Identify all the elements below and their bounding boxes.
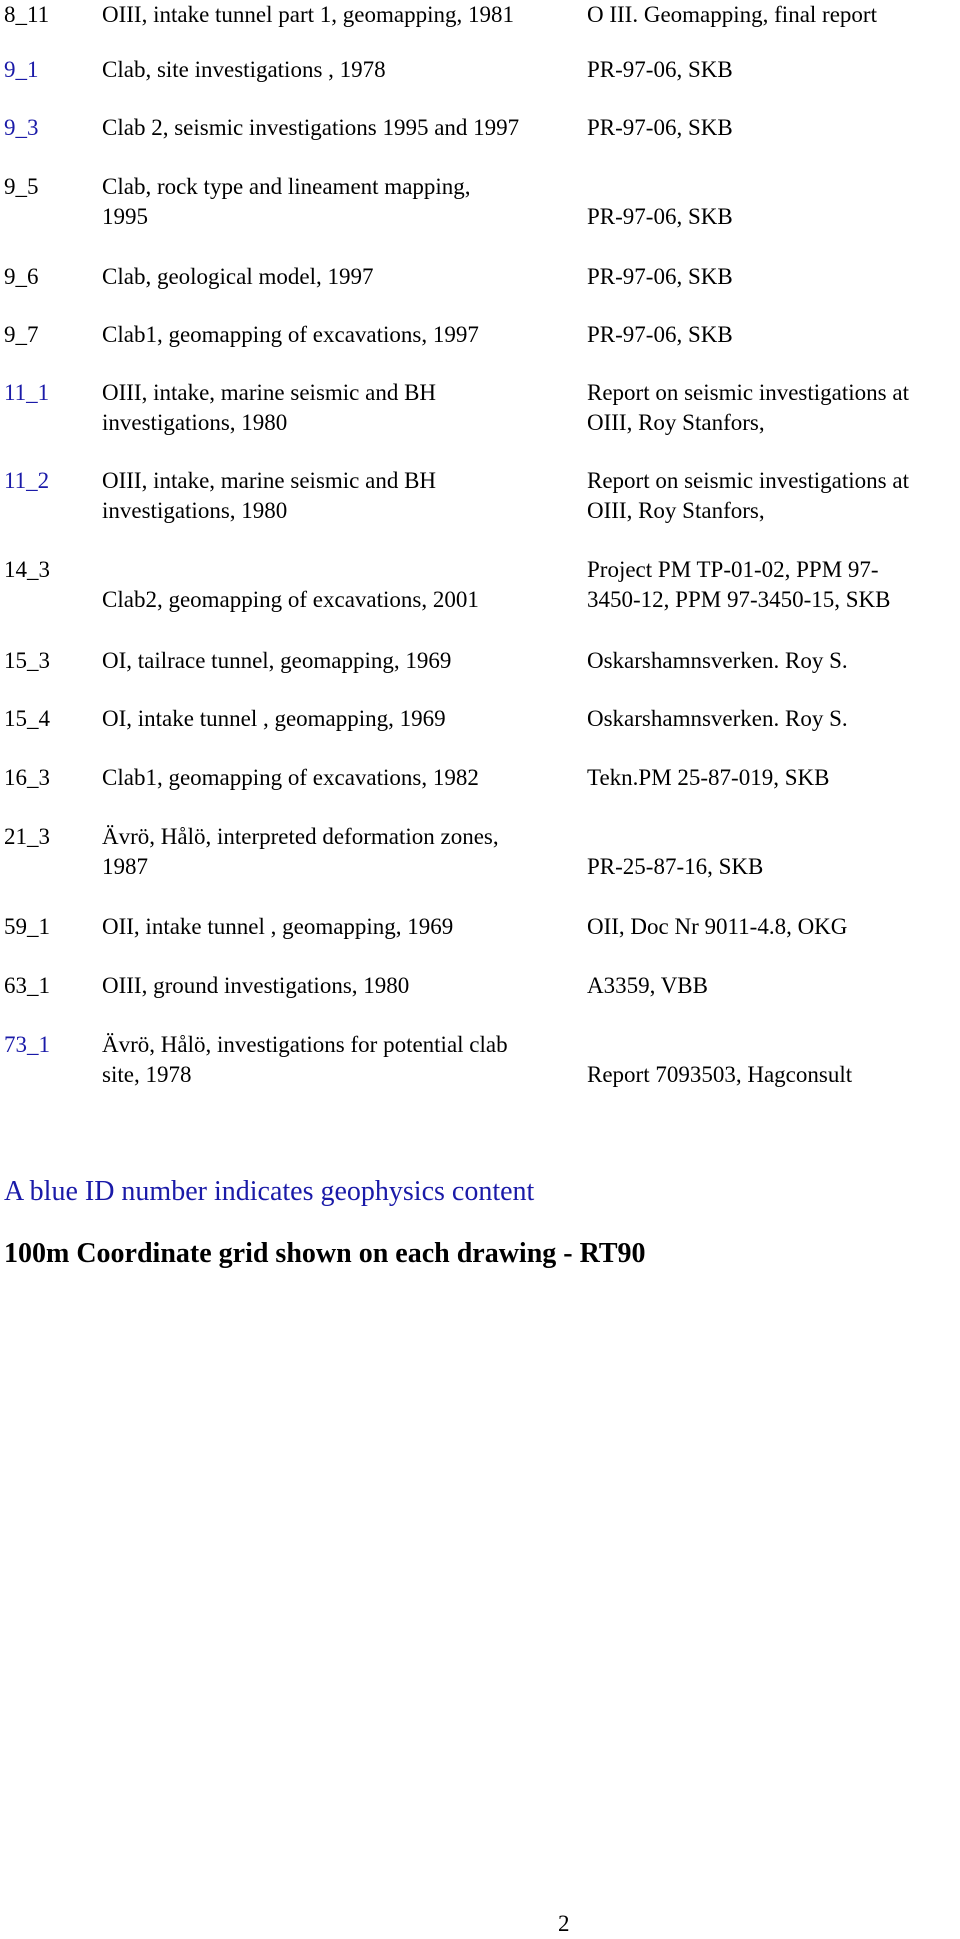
- drawing-id: 11_1: [4, 380, 50, 405]
- drawing-description: OIII, intake, marine seismic and BH investigations, 1980: [102, 468, 437, 523]
- page-number: 2: [558, 1911, 570, 1936]
- drawing-id: 73_1: [4, 1032, 50, 1057]
- drawing-description: OIII, intake tunnel part 1, geomapping, 1981: [102, 2, 514, 27]
- drawing-id: 9_3: [4, 115, 39, 140]
- drawing-description: Clab, site investigations , 1978: [102, 57, 386, 82]
- drawing-reference: OII, Doc Nr 9011-4.8, OKG: [587, 914, 848, 939]
- drawing-id: 9_1: [4, 57, 39, 82]
- drawing-reference: A3359, VBB: [587, 973, 708, 998]
- drawing-description: Clab2, geomapping of excavations, 2001: [102, 587, 479, 612]
- drawing-reference: Project PM TP-01-02, PPM 97- 3450-12, PPM 97-3450-15, SKB: [587, 557, 891, 612]
- drawing-id: 8_11: [4, 2, 50, 27]
- drawing-description: Ävrö, Hålö, investigations for potential clab site, 1978: [102, 1032, 508, 1087]
- drawing-id: 9_7: [4, 322, 39, 347]
- drawing-id: 63_1: [4, 973, 50, 998]
- drawing-reference: O III. Geomapping, final report: [587, 2, 877, 27]
- drawing-id: 16_3: [4, 765, 50, 790]
- drawing-reference: Oskarshamnsverken. Roy S.: [587, 648, 848, 673]
- drawing-id: 15_3: [4, 648, 50, 673]
- drawing-description: Clab, rock type and lineament mapping, 1995: [102, 174, 471, 229]
- drawing-id: 15_4: [4, 706, 50, 731]
- drawing-description: OI, tailrace tunnel, geomapping, 1969: [102, 648, 452, 673]
- drawing-reference: Report on seismic investigations at OIII, Roy Stanfors,: [587, 380, 909, 435]
- drawing-reference: PR-97-06, SKB: [587, 204, 733, 229]
- drawing-description: OIII, intake, marine seismic and BH investigations, 1980: [102, 380, 437, 435]
- drawing-reference: PR-97-06, SKB: [587, 57, 733, 82]
- drawing-reference: PR-97-06, SKB: [587, 322, 733, 347]
- coordinate-grid-note: 100m Coordinate grid shown on each drawing - RT90: [4, 1238, 646, 1269]
- drawing-id: 59_1: [4, 914, 50, 939]
- drawing-id: 14_3: [4, 557, 50, 582]
- drawing-description: Ävrö, Hålö, interpreted deformation zones, 1987: [102, 824, 499, 879]
- drawing-reference: PR-97-06, SKB: [587, 264, 733, 289]
- drawing-reference: PR-25-87-16, SKB: [587, 854, 764, 879]
- drawing-description: Clab1, geomapping of excavations, 1982: [102, 765, 479, 790]
- drawing-reference: Report 7093503, Hagconsult: [587, 1062, 853, 1087]
- drawing-id: 9_6: [4, 264, 39, 289]
- drawing-description: OIII, ground investigations, 1980: [102, 973, 410, 998]
- drawing-reference: Tekn.PM 25-87-019, SKB: [587, 765, 830, 790]
- drawing-id: 21_3: [4, 824, 50, 849]
- drawing-description: OI, intake tunnel , geomapping, 1969: [102, 706, 446, 731]
- drawing-id: 11_2: [4, 468, 50, 493]
- drawing-description: Clab 2, seismic investigations 1995 and 1997: [102, 115, 520, 140]
- drawing-reference: PR-97-06, SKB: [587, 115, 733, 140]
- drawing-description: OII, intake tunnel , geomapping, 1969: [102, 914, 454, 939]
- drawing-description: Clab, geological model, 1997: [102, 264, 374, 289]
- geophysics-legend-note: A blue ID number indicates geophysics content: [4, 1176, 535, 1207]
- drawing-id: 9_5: [4, 174, 39, 199]
- drawing-reference: Oskarshamnsverken. Roy S.: [587, 706, 848, 731]
- drawing-description: Clab1, geomapping of excavations, 1997: [102, 322, 479, 347]
- drawing-reference: Report on seismic investigations at OIII, Roy Stanfors,: [587, 468, 909, 523]
